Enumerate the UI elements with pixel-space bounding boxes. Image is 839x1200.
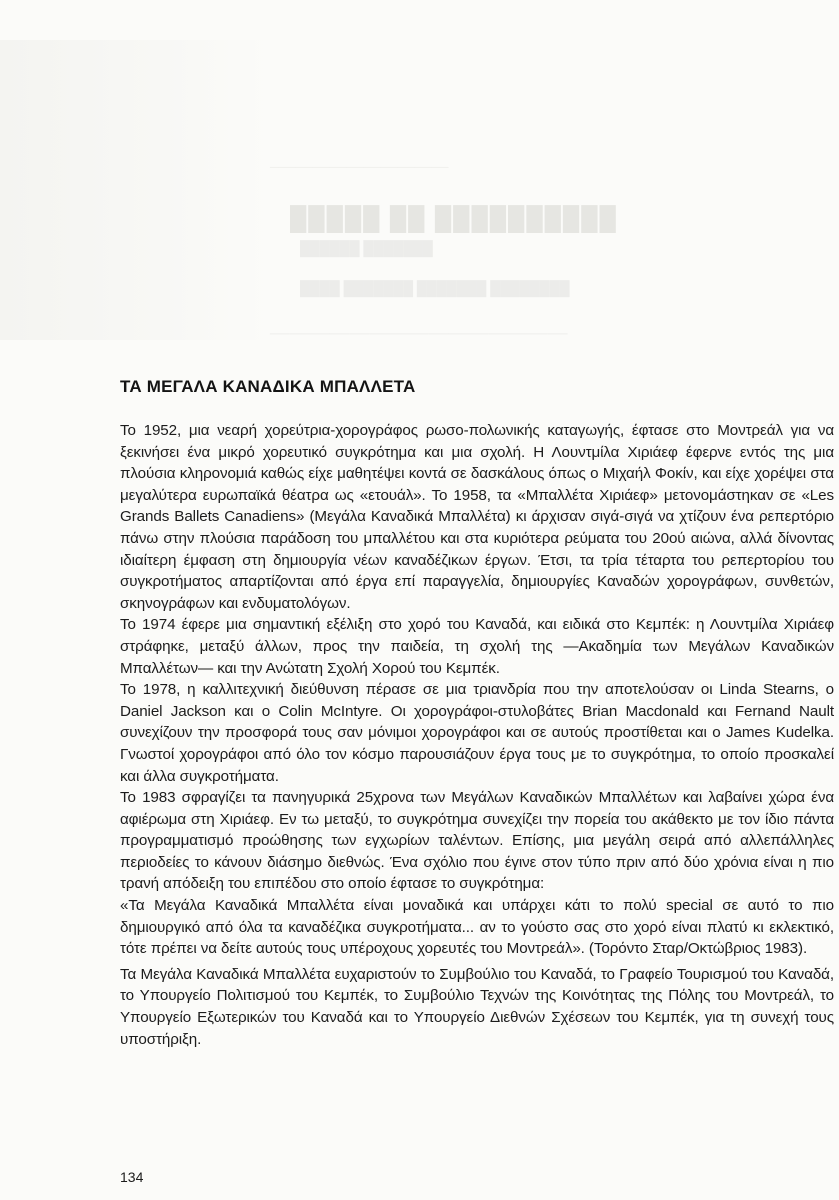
paragraph-1974: Το 1974 έφερε μια σημαντική εξέλιξη στο χορό του Καναδά, και ειδικά στο Κεμπέκ: η Λουντμίλα Χιριάεφ στράφηκε, μεταξύ άλλων, προς την παιδεία, τη σχολή της —Ακαδημία των Μεγάλων Καναδικών Μπαλλέτων— και την Ανώτατη Σχολή Χορού του Κεμπέκ. <box>120 616 834 677</box>
bleed-through-line: ████ ███████ ███████ ████████ <box>300 280 570 296</box>
bleed-through-line: ────────────────────────────── <box>270 325 568 341</box>
bleed-through-shadow <box>0 40 270 340</box>
paragraph-1983: Το 1983 σφραγίζει τα πανηγυρικά 25χρονα των Μεγάλων Καναδικών Μπαλλέτων και λαβαίνει χώρα ένα αφιέρωμα στη Χιριάεφ. Εν τω μεταξύ, το συγκρότημα συνεχίζει την πορεία του ακάθεκτο με τον ίδιο πάντα προγραμματισμό προώθησης των εγχωρίων ταλέντων. Επίσης, μια μεγάλη σειρά από αλλεπάλληλες περιοδείες το κάνουν διάσημο διεθνώς. Ένα σχόλιο που έγινε στον τύπο πριν από δύο χρόνια είναι η πιο τρανή απόδειξη του επιπέδου στο οποίο έφτασε το συγκρότημα: <box>120 789 834 893</box>
paragraph-history: Το 1952, μια νεαρή χορεύτρια-χορογράφος ρωσο-πολωνικής καταγωγής, έφτασε στο Μοντρεάλ για να ξεκινήσει ένα μικρό χορευτικό συγκρότημα και μια σχολή. Η Λουντμίλα Χιριάεφ έφερνε εντός της μια πλούσια κληρονομιά καθώς είχε μαθητέψει κοντά σε δασκάλους όπως ο Μιχαήλ Φοκίν, και είχε χορέψει στα μεγαλύτερα ευρωπαϊκά θέατρα ως «ετουάλ». Το 1958, τα «Μπαλλέτα Χιριάεφ» μετονομάστηκαν σε «Les Grands Ballets Canadiens» (Μεγάλα Καναδικά Μπαλλέτα) κι άρχισαν σιγά-σιγά να χτίζουν ένα ρεπερτόριο πάνω στην πλούσια παράδοση του μπαλλέτου και στα κυριότερα ρεύματα του 20ού αιώνα, αλλά δίνοντας ιδιαίτερη έμφαση στη δημιουργία νέων καναδέζικων έργων. Έτσι, τα τρία τέταρτα του ρεπερτορίου του συγκροτήματος απαρτίζονται από έργα επί παραγγελία, δημιουργίες Καναδών χορογράφων, συνθετών, σκηνογράφων και ενδυματολόγων. <box>120 422 834 612</box>
paragraph-1978: Το 1978, η καλλιτεχνική διεύθυνση πέρασε σε μια τριανδρία που την αποτελούσαν οι Linda Stearns, o Daniel Jackson και ο Colin McIntyre. Οι χορογράφοι-στυλοβάτες Brian Macdonald και Fernand Nault συνεχίζουν την προσφορά τους σαν μόνιμοι χορογράφοι και σε αυτούς προστίθεται και ο James Kudelka. Γνωστοί χορογράφοι από όλο τον κόσμο παρουσιάζουν έργα τους με το συγκρότημα, το οποίο προσκαλεί και άλλα συγκροτήματα. <box>120 681 834 785</box>
article-body <box>120 420 834 1050</box>
page-number: 134 <box>120 1169 144 1185</box>
section-heading: ΤΑ ΜΕΓΑΛΑ ΚΑΝΑΔΙΚΑ ΜΠΑΛΛΕΤΑ <box>120 377 416 396</box>
bleed-through-title: █████ ██ ██████████ <box>290 205 618 231</box>
bleed-through-line: ───────────────────── <box>270 160 449 174</box>
bleed-through-line: ██████ ███████ <box>300 240 433 256</box>
paragraph-press-quote: «Τα Μεγάλα Καναδικά Μπαλλέτα είναι μοναδικά και υπάρχει κάτι το πολύ special σε αυτό το πιο δημιουργικό από όλα τα καναδέζικα συγκροτήματα... αν το γούστο σας στο χορό είναι πλατύ κι εκλεκτικό, τότε πρέπει να δείτε αυτούς τους υπέροχους χορευτές του Μοντρεάλ». (Τορόντο Σταρ/Οκτώβριος 1983). <box>120 897 834 958</box>
paragraph-acknowledgements: Τα Μεγάλα Καναδικά Μπαλλέτα ευχαριστούν το Συμβούλιο του Καναδά, το Γραφείο Τουρισμού του Καναδά, το Υπουργείο Πολιτισμού του Κεμπέκ, το Συμβούλιο Τεχνών της Κοινότητας της Πόλης του Μοντρεάλ, το Υπουργείο Εξωτερικών του Καναδά και το Υπουργείο Διεθνών Σχέσεων του Κεμπέκ, για τη συνεχή τους υποστήριξη. <box>120 965 834 1048</box>
